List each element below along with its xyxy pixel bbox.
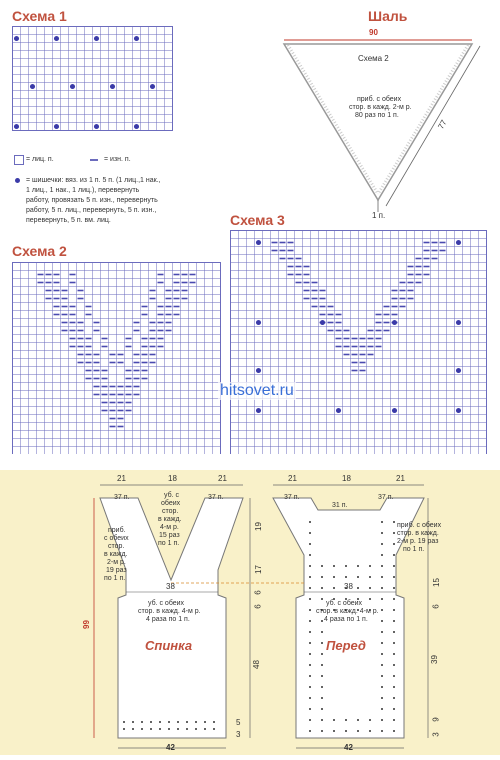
front-dot	[309, 675, 311, 677]
front-right-2: 6	[431, 604, 441, 609]
legend-bobble-line-5: перевернуть, 5 п. вм. лиц.	[26, 217, 111, 224]
front-dot	[321, 675, 323, 677]
front-dot	[381, 532, 383, 534]
front-top-dim-3: 21	[396, 474, 405, 483]
front-dot	[321, 587, 323, 589]
front-dot	[357, 565, 359, 567]
back-inc-7: по 1 п.	[104, 575, 126, 582]
legend-bobble-line-3: работу, провязать 5 п. изн., перевернуть	[26, 197, 158, 204]
back-dot	[177, 728, 179, 730]
front-dot	[393, 697, 395, 699]
schema3-bobble-mark	[392, 408, 397, 413]
front-dot	[393, 708, 395, 710]
front-dot	[393, 543, 395, 545]
schema3-title: Схема 3	[230, 212, 285, 228]
front-shoulder-left: 37 п.	[284, 494, 300, 501]
schema2-title: Схема 2	[12, 243, 67, 259]
schema3-bobble-mark	[256, 408, 261, 413]
front-dot	[309, 664, 311, 666]
front-dot	[357, 719, 359, 721]
shawl-inc-3: 80 раз по 1 п.	[355, 112, 399, 119]
front-dot	[321, 653, 323, 655]
front-dot	[321, 642, 323, 644]
front-dot	[309, 554, 311, 556]
schema1-bobble-mark	[70, 84, 75, 89]
back-dot	[150, 721, 152, 723]
front-dot	[309, 719, 311, 721]
back-inc-5: 2-м р.	[107, 559, 126, 566]
front-bottom-width: 42	[344, 743, 353, 752]
back-shoulder-right: 37 п.	[208, 494, 224, 501]
schema3-bobble-mark	[456, 408, 461, 413]
front-dot	[393, 664, 395, 666]
front-dot	[321, 730, 323, 732]
back-height-total: 99	[81, 620, 91, 629]
front-dot	[321, 686, 323, 688]
front-dot	[321, 565, 323, 567]
back-top-dim-2: 18	[168, 474, 177, 483]
back-neck-2: обеих	[161, 500, 181, 507]
schema1-bobble-mark	[134, 36, 139, 41]
legend-knit: = лиц. п.	[26, 156, 54, 163]
front-dot	[309, 631, 311, 633]
schema3-bobble-mark	[336, 408, 341, 413]
back-dot	[168, 728, 170, 730]
back-dot	[177, 721, 179, 723]
legend	[12, 148, 217, 228]
back-right-6: 5	[236, 718, 241, 727]
back-dot	[168, 721, 170, 723]
front-dot	[309, 620, 311, 622]
front-dot	[321, 620, 323, 622]
schema1-bobble-mark	[94, 36, 99, 41]
back-neck-6: 15 раз	[159, 532, 180, 539]
back-mid-width: 38	[166, 582, 175, 591]
front-dot	[393, 554, 395, 556]
schema1-bobble-mark	[94, 124, 99, 129]
back-dot	[141, 728, 143, 730]
back-inc-6: 19 раз	[106, 567, 127, 574]
front-dot	[381, 521, 383, 523]
shawl-top-width: 90	[369, 28, 378, 37]
bobble-symbol-icon	[15, 178, 20, 183]
back-neck-7: по 1 п.	[158, 540, 180, 547]
schema1-bobble-mark	[134, 124, 139, 129]
back-dot	[213, 721, 215, 723]
front-dot	[381, 642, 383, 644]
schema1-bobble-mark	[14, 36, 19, 41]
front-dot	[345, 719, 347, 721]
back-right-2: 17	[253, 565, 263, 574]
schema3-bobble-mark	[392, 320, 397, 325]
front-right-5: 3	[431, 732, 441, 737]
schema1-bobble-mark	[150, 84, 155, 89]
back-dot	[150, 728, 152, 730]
back-dec-3: 4 раза по 1 п.	[146, 616, 190, 623]
front-dot	[381, 686, 383, 688]
garment-diagram	[0, 470, 500, 755]
shawl-diagram	[270, 22, 498, 222]
schema1-lines	[13, 27, 173, 131]
back-right-3: 6	[253, 590, 263, 595]
front-dot	[321, 598, 323, 600]
back-dot	[186, 721, 188, 723]
shawl-bottom-label: 1 п.	[372, 211, 386, 220]
front-dot	[309, 642, 311, 644]
front-dot	[357, 587, 359, 589]
back-dot	[132, 721, 134, 723]
schema3-bobble-mark	[456, 368, 461, 373]
front-dot	[309, 521, 311, 523]
back-neck-4: в кажд.	[158, 516, 182, 523]
front-dot	[393, 675, 395, 677]
front-shoulder-right: 37 п.	[378, 494, 394, 501]
back-neck-5: 4-м р.	[160, 524, 179, 531]
front-dot	[393, 532, 395, 534]
back-inc-4: в кажд.	[104, 551, 128, 558]
schema3-bobble-mark	[456, 240, 461, 245]
front-dot	[393, 620, 395, 622]
front-dec-2: стор. в кажд. 4-м р.	[316, 608, 379, 615]
front-dot	[309, 598, 311, 600]
front-dot	[321, 576, 323, 578]
front-inc-3: 2-м р. 19 раз	[397, 538, 439, 545]
front-dot	[393, 521, 395, 523]
back-dot	[159, 728, 161, 730]
front-dot	[321, 664, 323, 666]
front-dot	[381, 598, 383, 600]
front-dot	[381, 719, 383, 721]
back-dot	[186, 728, 188, 730]
front-dot	[393, 609, 395, 611]
front-dot	[381, 543, 383, 545]
front-dot	[333, 565, 335, 567]
back-dot	[141, 721, 143, 723]
front-dot	[369, 587, 371, 589]
front-dot	[309, 730, 311, 732]
schema3-grid	[230, 230, 492, 454]
back-neck-3: стор.	[162, 508, 179, 515]
front-dot	[309, 609, 311, 611]
front-dot	[393, 730, 395, 732]
front-dot	[381, 620, 383, 622]
back-dot	[213, 728, 215, 730]
front-dot	[309, 565, 311, 567]
back-right-4: 6	[253, 604, 263, 609]
front-dot	[369, 730, 371, 732]
front-dot	[369, 565, 371, 567]
schema1-bobble-mark	[14, 124, 19, 129]
schema3-bobble-mark	[256, 240, 261, 245]
back-bottom-width: 42	[166, 743, 175, 752]
front-top-dim-2: 18	[342, 474, 351, 483]
shawl-schema-ref: Схема 2	[358, 54, 389, 63]
front-top-dim-1: 21	[288, 474, 297, 483]
front-dot	[381, 609, 383, 611]
back-dot	[132, 728, 134, 730]
back-dot	[159, 721, 161, 723]
front-dot	[345, 565, 347, 567]
back-dec-1: уб. с обеих	[148, 600, 185, 607]
front-dot	[381, 587, 383, 589]
front-dot	[393, 686, 395, 688]
back-dot	[195, 721, 197, 723]
back-dot	[204, 721, 206, 723]
back-inc-3: стор.	[108, 543, 125, 550]
back-dot	[195, 728, 197, 730]
shawl-title: Шаль	[368, 8, 408, 24]
back-right-1: 19	[253, 522, 263, 531]
watermark: hitsovet.ru	[220, 382, 294, 399]
front-dot	[369, 576, 371, 578]
schema1-bobble-mark	[54, 124, 59, 129]
front-dot	[321, 719, 323, 721]
schema1-bobble-mark	[110, 84, 115, 89]
schema3-bobble-mark	[320, 320, 325, 325]
garment-panel	[0, 470, 500, 755]
back-right-7: 3	[236, 730, 241, 739]
front-dot	[309, 587, 311, 589]
schema3-bobble-mark	[256, 320, 261, 325]
front-dot	[393, 576, 395, 578]
back-dec-2: стор. в кажд. 4-м р.	[138, 608, 201, 615]
front-dot	[393, 587, 395, 589]
front-dot	[381, 554, 383, 556]
back-dot	[123, 728, 125, 730]
front-dot	[393, 565, 395, 567]
shawl-inc-2: стор. в кажд. 2-м р.	[349, 104, 412, 111]
back-top-dim-1: 21	[117, 474, 126, 483]
front-dot	[381, 565, 383, 567]
front-dot	[393, 642, 395, 644]
shawl-side-length: 77	[436, 118, 449, 131]
front-dot	[321, 631, 323, 633]
legend-purl: = изн. п.	[104, 156, 131, 163]
legend-bobble-line-1: = шишечки: вяз. из 1 п. 5 п. (1 лиц.,1 нак.,	[26, 177, 161, 184]
back-name: Спинка	[145, 638, 193, 653]
front-dot	[309, 543, 311, 545]
front-dot	[369, 598, 371, 600]
schema1-title: Схема 1	[12, 8, 67, 24]
front-right-1: 15	[431, 578, 441, 587]
front-inc-1: приб. с обеих	[397, 522, 442, 529]
back-top-dim-3: 21	[218, 474, 227, 483]
front-dot	[381, 697, 383, 699]
front-name: Перед	[326, 638, 366, 653]
back-neck-1: уб. с	[164, 492, 179, 499]
front-dot	[369, 719, 371, 721]
front-dot	[333, 587, 335, 589]
back-inc-2: с обеих	[104, 535, 129, 542]
front-dot	[381, 675, 383, 677]
front-right-4: 9	[431, 717, 441, 722]
front-dot	[393, 653, 395, 655]
front-dot	[309, 697, 311, 699]
front-inc-2: стор. в кажд.	[397, 530, 439, 537]
front-dot	[381, 664, 383, 666]
legend-bobble-line-2: 1 лиц., 1 нак., 1 лиц.), перевернуть	[26, 187, 140, 194]
back-shoulder-left: 37 п.	[114, 494, 130, 501]
schema1-bobble-mark	[54, 36, 59, 41]
front-dot	[309, 576, 311, 578]
front-inc-4: по 1 п.	[403, 546, 425, 553]
front-dot	[345, 730, 347, 732]
front-dot	[333, 576, 335, 578]
front-right-3: 39	[429, 655, 439, 664]
front-dot	[381, 576, 383, 578]
front-dot	[309, 653, 311, 655]
front-dot	[333, 719, 335, 721]
front-mid-width: 38	[344, 582, 353, 591]
front-dot	[381, 708, 383, 710]
front-dot	[345, 576, 347, 578]
front-dot	[357, 730, 359, 732]
schema1-grid	[12, 26, 174, 132]
front-dot	[381, 730, 383, 732]
front-dot	[393, 631, 395, 633]
front-dot	[321, 697, 323, 699]
purl-symbol-icon	[90, 159, 98, 161]
front-dot	[321, 708, 323, 710]
front-dot	[309, 686, 311, 688]
front-dec-1: уб. с обеих	[326, 600, 363, 607]
front-dot	[309, 532, 311, 534]
schema1-bobble-mark	[30, 84, 35, 89]
front-neck-label: 31 п.	[332, 502, 348, 509]
front-dec-3: 4 раза по 1 п.	[324, 616, 368, 623]
back-dot	[204, 728, 206, 730]
front-dot	[333, 730, 335, 732]
legend-bobble-line-4: работу, 5 п. лиц., перевернуть, 5 п. изн.,	[26, 207, 157, 214]
shawl-inc-1: приб. с обеих	[357, 96, 402, 103]
front-dot	[381, 653, 383, 655]
schema3-bobble-mark	[256, 368, 261, 373]
schema2-grid	[12, 262, 222, 454]
schema3-bobble-mark	[456, 320, 461, 325]
front-dot	[309, 708, 311, 710]
front-dot	[393, 719, 395, 721]
back-dot	[123, 721, 125, 723]
back-inc-1: приб.	[108, 527, 126, 534]
front-dot	[381, 631, 383, 633]
knit-symbol-icon	[14, 155, 24, 165]
front-dot	[393, 598, 395, 600]
front-dot	[357, 576, 359, 578]
back-right-5: 48	[251, 660, 261, 669]
